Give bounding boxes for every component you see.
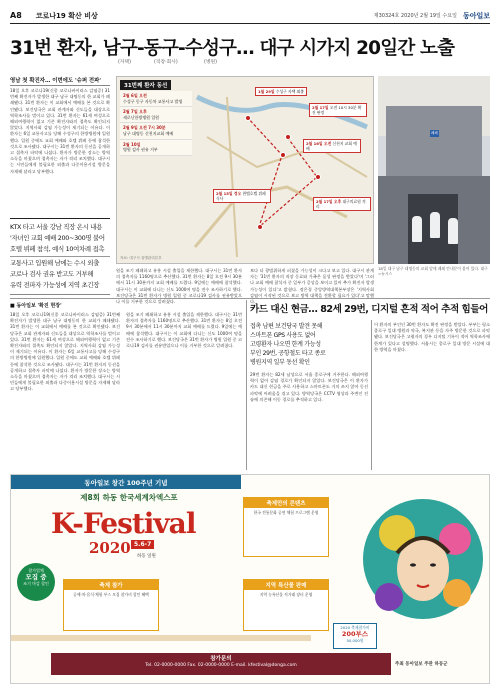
subhead-2: '자녀인 교회 예배 200~300명 불어 [10,234,105,242]
ad-contact[interactable]: 참가문의 Tel. 02-0000-0000 Fax. 02-0000-0000 E-mail. kfestival@donga.com [51,653,391,675]
map-callout: 2월 17일 오후 대구의료원 격리 [313,197,371,211]
ad-date: 5.6-7 [131,540,154,549]
ad-venue: 하동 일원 [137,554,156,559]
map-footnote: 자료: 대구시 질병관리본부 [120,256,162,260]
legend-item: 2월 6일 오전 수성구 동구 자동차 교통사고 발생 [120,91,192,107]
brand-logo[interactable]: 동아일보 [462,11,490,20]
subhead-1: KTX 타고 서울 강남 직장 온시 내용 [10,223,102,231]
left-subheads [10,218,110,295]
photo-caption: 18일 대구 남구 대명동의 교회 앞에 폐쇄 안내문이 붙어 있다. 대구=뉴시스 [378,266,488,276]
subhead-4: 교통사고 입원해 남에는 수시 외출 [10,259,100,267]
left-article-body: 18일 오후 코로나19(신종 코로나바이러스 감염증) 31번째 확진자가 발생한 대구 남구 대명동의 한 교회가 폐쇄됐다. 31번 환자는 이 교회에서 예배를 본 것으로 확인됐다. 보건당국은 교회 관계자와 신도들을 대상으로 역학조사를 벌이고 있다. 31번 환자는 61세 여성으로 해외여행력이 없고 기존 확진자와의 접촉도 확인되지 않았다. 지역사회 감염 가능성이 제기되는 이유다. 이 환자는 6일 교통사고를 당해 수성구의 한방병원에 입원했다. 입원 중에도 교회 예배와 호텔 뷔페 등에 참석한 것으로 조사됐다. 대구시는 31번 환자의 동선을 공개하고 접촉자 파악에 나섰다. 환자가 방문한 장소는 방역 소독을 마쳤으며 접촉자는 자가 격리 조치했다. 대구시는 시민들에게 불필요한 외출과 다중이용시설 방문을 자제해 달라고 당부했다. [10,88,110,174]
map-callout: 2월 17일 오전 10시 30분 확진 판정 [309,103,367,117]
section-title: 코로나19 확산 비상 [35,11,98,20]
continued-kicker: ■ 동아일보 '확진 현장' [10,303,62,309]
headline-caption-home: (자택) [118,60,132,65]
issue-meta: 제30324호 2020년 2월 19일 수요일 [373,13,457,19]
second-subheads: 접촉 남편 보건당국 발견 못해 스마트폰 GPS 사용도 없어 고령환자 나오면 한계 가능성 부인 29번, 공항철도 타고 종로 병원지역 일부 동선 확인 [250,323,326,366]
route-map [116,76,374,264]
headline-caption-hospital: (병원) [204,60,218,65]
headline-caption-work: (직장·회사) [154,60,178,65]
subhead-6: 유력 전파자 가능성에 지역 초긴장 [10,281,100,289]
article2-col2: 이 환자의 부인인 30번 환자도 확진 판정을 받았다. 부부는 평소 종로구 일대 병원과 약국, 복지관 등을 자주 방문한 것으로 파악됐다. 보건당국은 고령자의 경우 디지털 기록이 적어 역학조사에 한계가 있다고 설명했다. 서울시는 종로구 일대 방문 시설에 대한 방역을 마쳤다. [374,322,490,352]
left-continued-body: 18일 오후 코로나19(신종 코로나바이러스 감염증) 31번째 확진자가 발생한 대구 남구 대명동의 한 교회가 폐쇄됐다. 31번 환자는 이 교회에서 예배를 본 것으로 확인됐다. 보건당국은 교회 관계자와 신도들을 대상으로 역학조사를 벌이고 있다. 31번 환자는 61세 여성으로 해외여행력이 없고 기존 확진자와의 접촉도 확인되지 않았다. 지역사회 감염 가능성이 제기되는 이유다. 이 환자는 6일 교통사고를 당해 수성구의 한방병원에 입원했다. 입원 중에도 교회 예배와 호텔 뷔페 등에 참석한 것으로 조사됐다. 대구시는 31번 환자의 동선을 공개하고 접촉자 파악에 나섰다. 환자가 방문한 장소는 방역 소독을 마쳤으며 접촉자는 자가 격리 조치했다. 대구시는 시민들에게 불필요한 외출과 다중이용시설 방문을 자제해 달라고 당부했다. [10,312,120,392]
map-pin[interactable] [315,174,321,180]
photo-sign: 폐쇄 [431,131,438,135]
ad-year: 2020 [89,539,131,557]
second-headline[interactable]: 카드 대신 현금… 82세 29번, 디지털 흔적 적어 추적 힘들어 [250,304,488,315]
map-callout: 2월 15일 정오 퀸벨호텔 뷔페 식사 [213,189,271,203]
ad-title: K-Festival [51,507,196,540]
ad-box-local: 지역 특산물 판매 지역 농특산물 직거래 장터 운영 [243,579,329,631]
mid-col-1: 원을 조기 폐쇄하고 유흥 시설 출입을 제한했다. 대구시는 31번 환자의 접촉자를 1160명으로 추산했다. 31번 환자는 8일 오전 9시 30분에서 11시 30분까지 교회 예배를 드렸다. 9일에는 예배에 참석했다. 대구시는 이 교회에 다니는 신도 1000여 명을 전수 조사하기로 했다. 보건당국은 31번 환자가 병원 입원 중 코로나19 검사를 권유받았으나 이를 거부한 것으로 알려졌다. [116,268,242,305]
map-pin[interactable] [280,152,286,158]
ad-box-content: 축제만의 콘텐츠 한국 전통문화 공연 체험 프로그램 운영 [243,497,329,557]
map-callout: 1월 29일 수성구 자택 외출 [255,87,307,96]
ad-subtitle: 제8회 하동 한국세계차엑스포 [80,493,178,502]
subhead-5: 코로나 검사 권유 받고도 거부해 [10,270,94,278]
left-article-kicker: 영남 첫 확진자… 이번에도 '슈퍼 전파' [10,76,110,86]
legend-item: 2월 10일 병원 검사 권유 거부 [120,140,192,156]
subhead-3: 호텔 뷔페 참석, 예식 10여차례 접촉 [10,245,105,253]
map-pin[interactable] [285,134,291,140]
mid-continued-body: 원을 조기 폐쇄하고 유흥 시설 출입을 제한했다. 대구시는 31번 환자의 접촉자를 1160명으로 추산했다. 31번 환자는 8일 오전 9시 30분에서 11시 30분까지 교회 예배를 드렸다. 9일에는 예배에 참석했다. 대구시는 이 교회에 다니는 신도 1000여 명을 전수 조사하기로 했다. 보건당국은 31번 환자가 병원 입원 중 코로나19 검사를 권유받았으나 이를 거부한 것으로 알려졌다. [126,312,242,349]
news-photo[interactable] [378,76,490,264]
festival-ad[interactable] [10,474,490,684]
map-pin[interactable] [257,224,263,230]
mid-col-2: 보다 더 광범위하게 퍼졌을 가능성이 크다고 보고 있다. 대구시 관계자는 '31번 환자의 직장 동료와 가족은 음성 판정을 받았다'며 '그러나 교회 예배 참석자 중 일부가 증상을 보이고 있어 추가 확진자 발생 가능성이 있다'고 밝혔다. 정은경 중앙방역대책본부장은 '지역사회 감염이 시작된 것으로 보고 방역 대책을 전환할 필요가 있다'고 말했다. [250,268,374,305]
main-headline[interactable]: 31번 환자, 남구-동구-수성구… 대구 시가지 20일간 노출 [10,38,455,59]
map-callout: 2월 16일 오전 신천지 교회 예배 [303,139,361,153]
article2-col1: 29번 환자는 82세 남성으로 서울 종로구에 거주한다. 해외여행력이 없어 감염 경로가 확인되지 않았다. 보건당국은 이 환자가 카드 대신 현금을 주로 사용하고 스마트폰도 거의 쓰지 않아 동선 파악에 어려움을 겪고 있다. 방역당국은 CCTV 영상과 주변인 진술에 의존해 이동 경로를 추적하고 있다. [250,372,368,402]
map-legend [120,91,192,156]
ad-box-participate: 축제 참가 공예·차·음식·체험 부스 모집 참가비 할인 혜택 [63,579,159,631]
map-pin[interactable] [245,115,251,121]
map-title: 31번째 환자 동선 [120,80,171,90]
masthead [10,8,490,24]
ad-sponsor-logos: 주최 동아일보 주관 하동군 [395,662,448,667]
legend-item: 2월 7일 오후 새로난한방병원 입원 [120,107,192,123]
recruit-badge: 참가업체 모집 중 조기 마감 할인 [17,563,55,601]
ad-price-box: 2020 축제참가비 200부스 50,000원 [333,623,377,649]
page-number: A8 [10,11,22,20]
ad-banner: 동아일보 창간 100주년 기념 [11,475,241,489]
legend-item: 2월 9일 오전 7시 30분 남구 대명동 신천지교회 예배 [120,123,192,139]
